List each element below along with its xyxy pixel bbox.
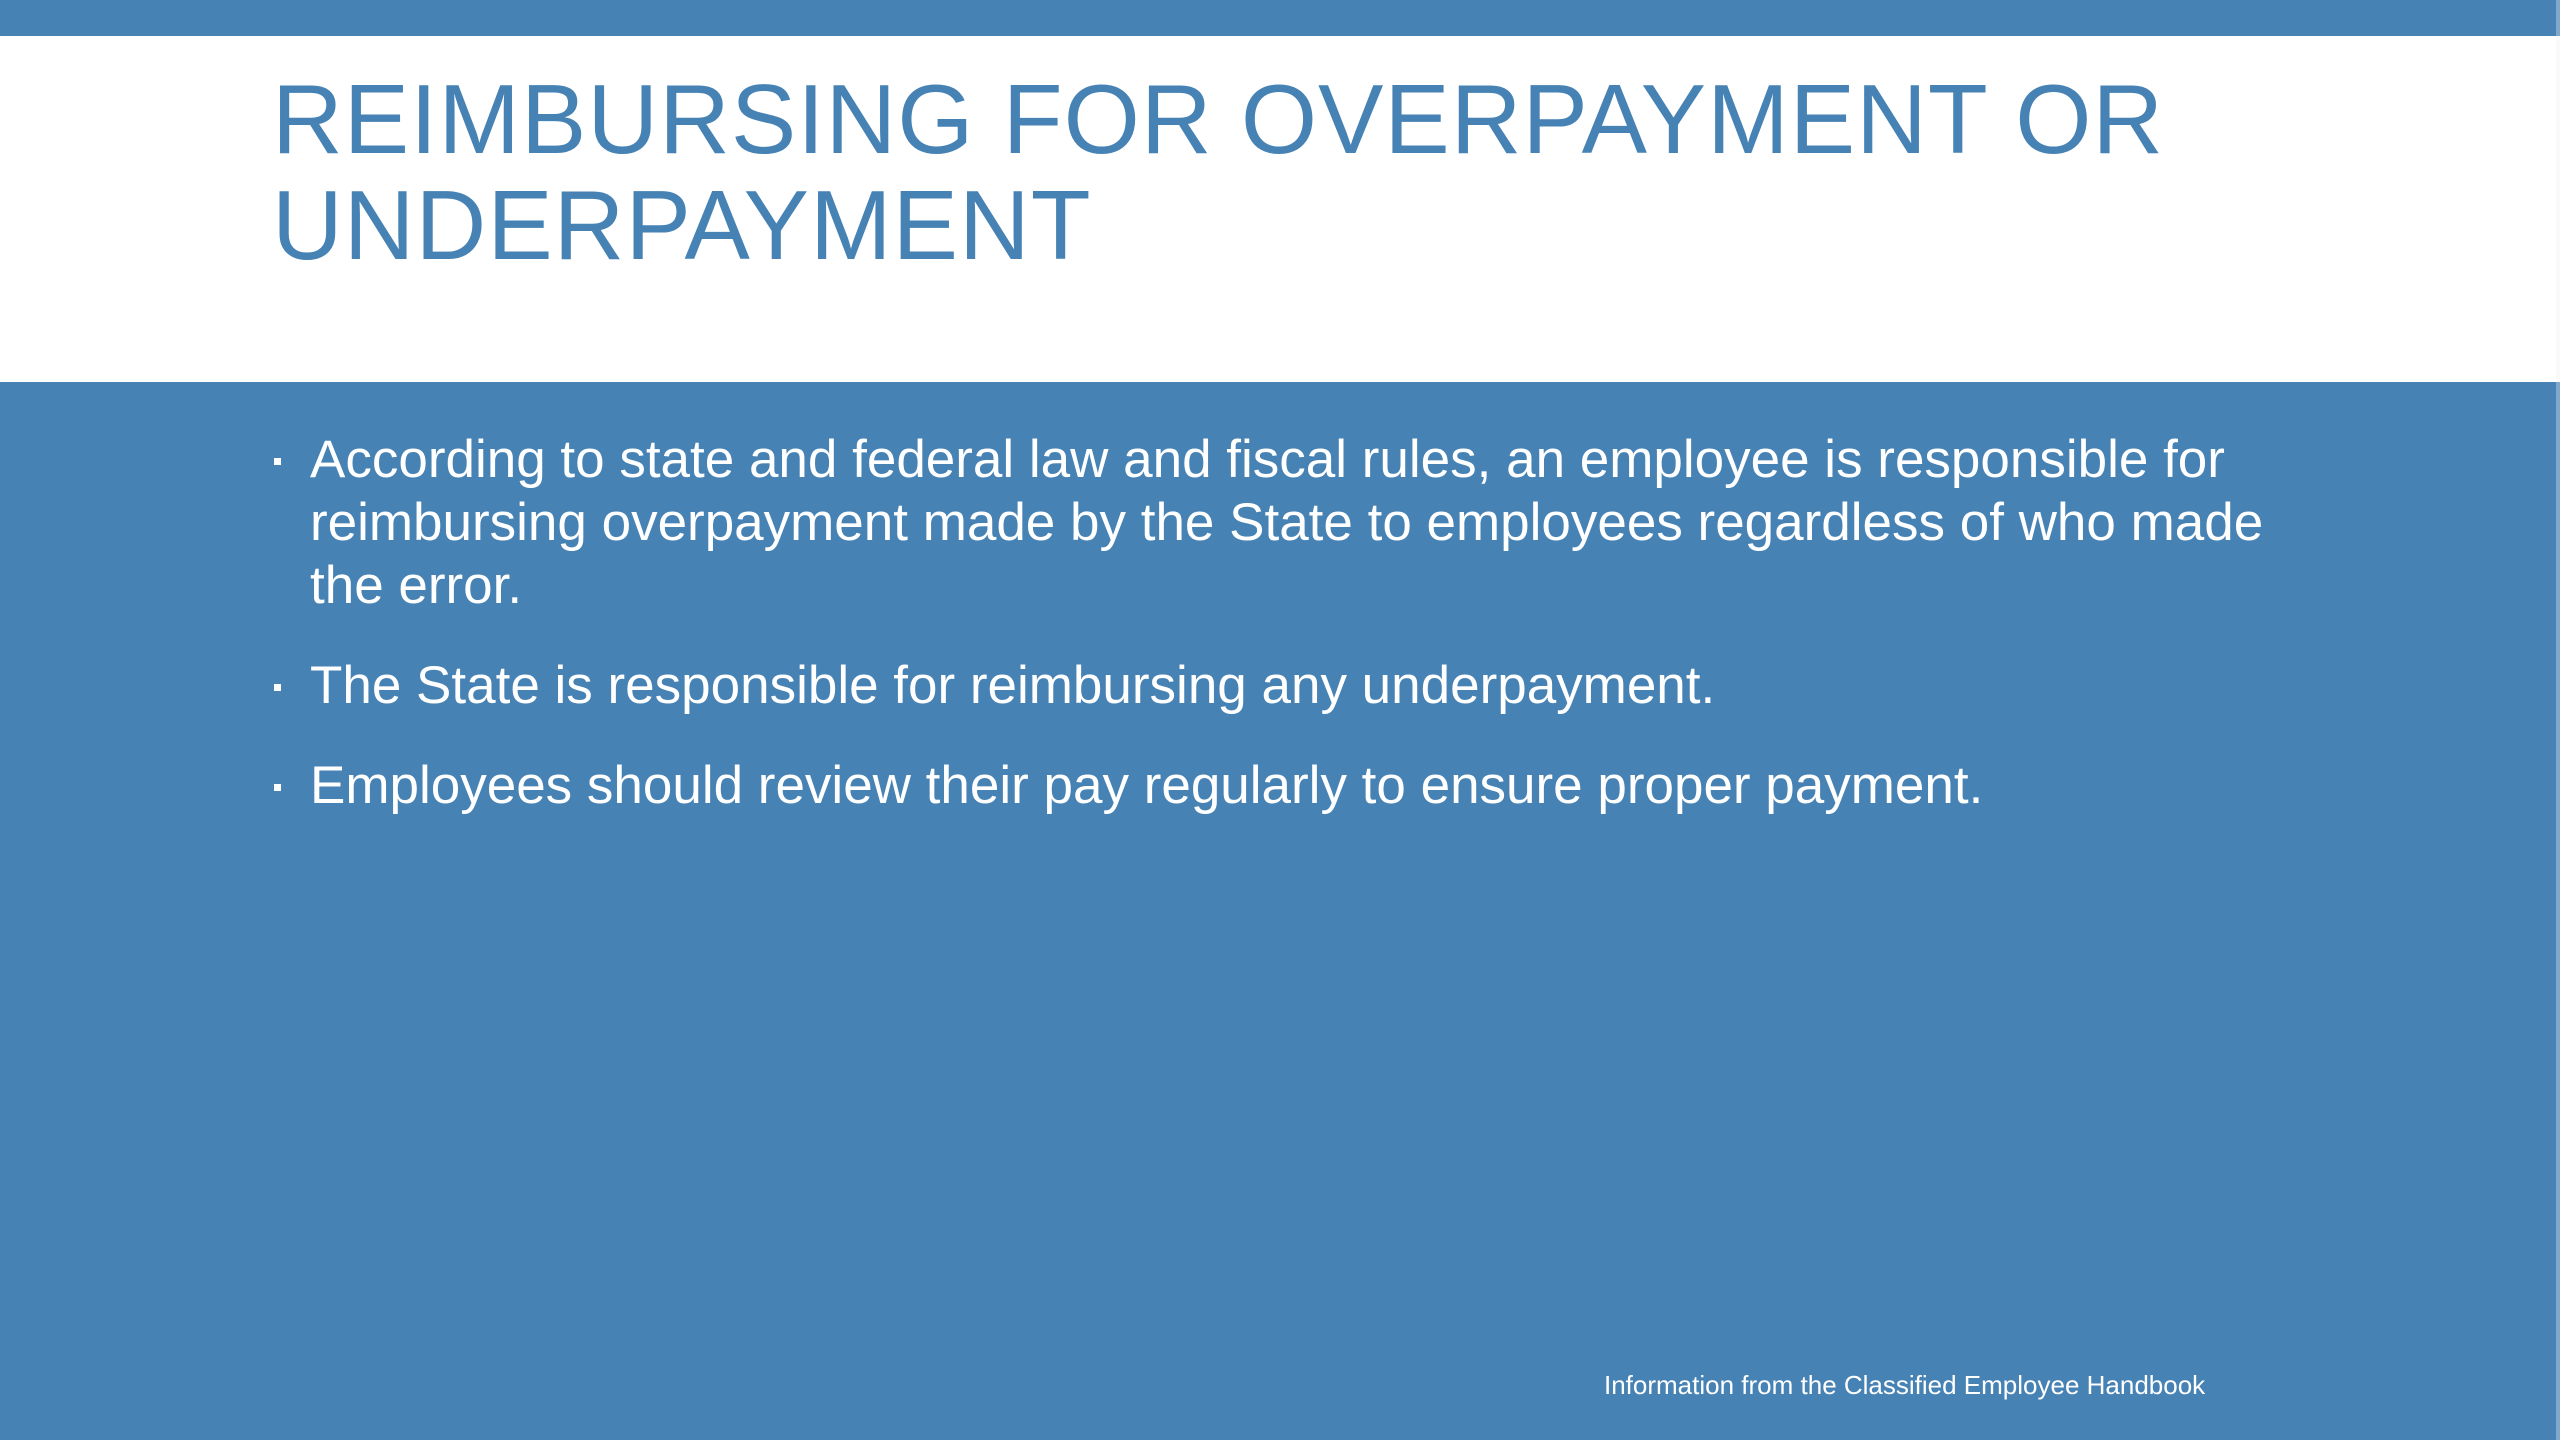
bullet-list bbox=[272, 428, 2292, 854]
bullet-text-3: Employees should review their pay regularly to ensure proper payment. bbox=[310, 756, 1984, 815]
bullet-item-3 bbox=[272, 754, 2292, 817]
bullet-item-1 bbox=[272, 428, 2292, 617]
footer-source-note: Information from the Classified Employee Handbook bbox=[1604, 1370, 2206, 1400]
square-bullet-icon bbox=[274, 784, 281, 791]
square-bullet-icon bbox=[274, 458, 281, 465]
square-bullet-icon bbox=[274, 684, 281, 691]
top-accent-strip bbox=[0, 0, 2560, 36]
slide-title: REIMBURSING FOR OVERPAYMENT OR UNDERPAYMENT bbox=[272, 64, 2165, 280]
bullet-text-2: The State is responsible for reimbursing any underpayment. bbox=[310, 656, 1716, 715]
bullet-text-1: According to state and federal law and fiscal rules, an employee is responsible for reimbursing overpayment made by the State to employees regardless of who made the error. bbox=[310, 430, 2264, 615]
right-edge-divider bbox=[2556, 0, 2560, 1440]
bullet-item-2 bbox=[272, 654, 2292, 717]
